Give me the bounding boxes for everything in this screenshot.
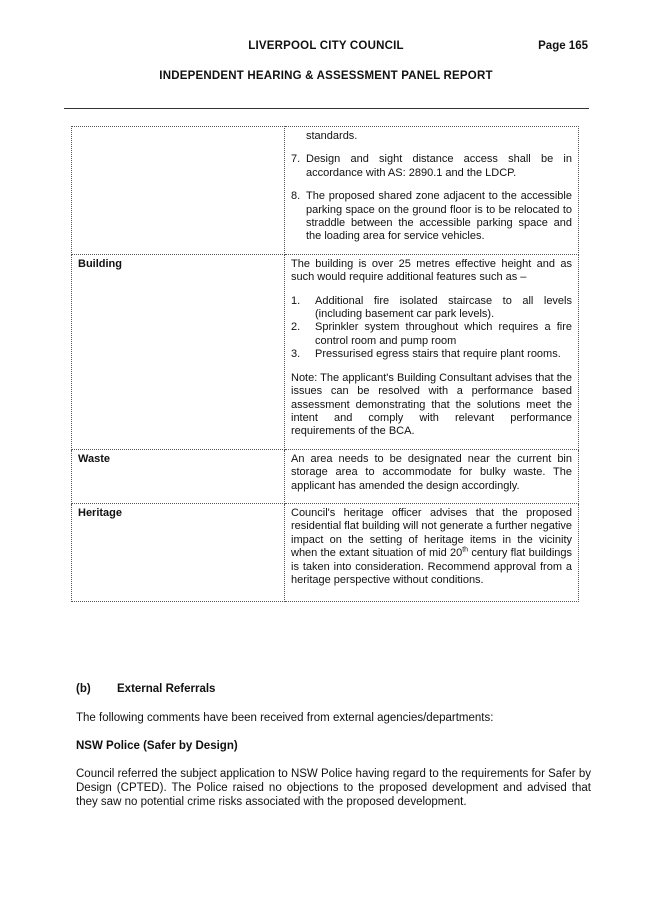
heritage-text-part2: century flat buildings is taken into consideration. Recommend approval from a heritage perspective without conditions. <box>291 547 573 586</box>
police-heading: NSW Police (Safer by Design) <box>76 740 238 752</box>
item-number: 1. <box>291 294 301 307</box>
list-item <box>291 321 572 348</box>
list-item <box>291 348 572 361</box>
section-marker: (b) <box>76 683 91 695</box>
list-item <box>291 295 572 322</box>
ordinal-suffix: th <box>462 546 469 554</box>
row-label-building: Building <box>72 254 285 449</box>
list-item <box>291 190 572 244</box>
row-label-empty <box>72 127 285 255</box>
page-number: Page 165 <box>538 40 588 52</box>
waste-cell <box>285 449 579 503</box>
traffic-conditions-cell <box>285 127 579 255</box>
building-list <box>291 295 572 362</box>
heritage-text-part1: Council's heritage officer advises that the proposed residential flat building will not generate a further negative impact on the setting of heritage items in the vicinity when the extant situation of mid 20 <box>291 506 572 560</box>
item-text: Design and sight distance access shall be in accordance with AS: 2890.1 and the LDCP. <box>306 153 572 179</box>
table-row <box>72 127 579 255</box>
item-text: Sprinkler system throughout which requires a fire control room and pump room <box>315 321 572 347</box>
table-row <box>72 449 579 503</box>
table-row <box>72 254 579 449</box>
report-title: INDEPENDENT HEARING & ASSESSMENT PANEL REPORT <box>159 70 493 82</box>
item-number: 8. <box>291 190 301 203</box>
item-number: 2. <box>291 321 301 334</box>
list-item <box>291 153 572 180</box>
referrals-table <box>71 126 579 602</box>
waste-text: An area needs to be designated near the current bin storage area to accommodate for bulky waste. The applicant has amended the design accordingly. <box>291 452 572 492</box>
building-note: Note: The applicant's Building Consultant advises that the issues can be resolved with a performance based assessment demonstrating that the solutions meet the intent and comply with relevant performance requirements of the BCA. <box>291 371 572 438</box>
row-label-heritage: Heritage <box>72 503 285 601</box>
table-row <box>72 503 579 601</box>
row-label-waste: Waste <box>72 449 285 503</box>
heritage-cell <box>285 503 579 601</box>
section-title: External Referrals <box>117 683 216 695</box>
heritage-text <box>291 507 572 587</box>
item-number: 3. <box>291 348 301 361</box>
building-cell <box>285 254 579 449</box>
section-intro: The following comments have been received from external agencies/departments: <box>76 712 494 724</box>
header-divider <box>64 108 589 109</box>
item-text: Pressurised egress stairs that require plant rooms. <box>315 348 561 361</box>
item-text: Additional fire isolated staircase to all levels (including basement car park levels). <box>315 294 572 321</box>
building-intro: The building is over 25 metres effective height and as such would require additional features such as – <box>291 257 572 284</box>
item-number: 7. <box>291 153 301 166</box>
police-paragraph: Council referred the subject application to NSW Police having regard to the requirements for Safer by Design (CPTED). The Police raised no objections to the proposed development and advised that they saw no potential crime risks associated with the proposed development. <box>76 768 591 808</box>
continuation-text: standards. <box>306 130 358 142</box>
council-name: LIVERPOOL CITY COUNCIL <box>248 40 404 52</box>
item-text: The proposed shared zone adjacent to the accessible parking space on the ground floor is to be relocated to straddle between the accessible parking space and the loading area for service vehicles. <box>306 190 572 243</box>
